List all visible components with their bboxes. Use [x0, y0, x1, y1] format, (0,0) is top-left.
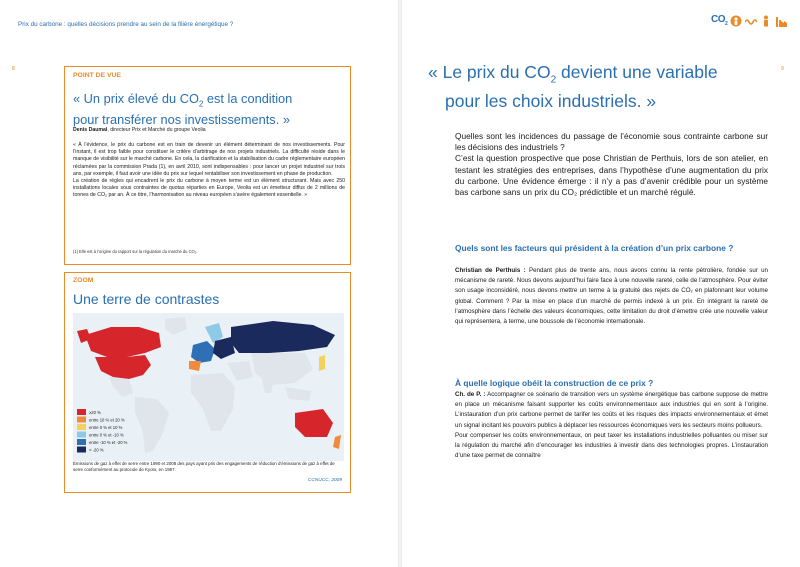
- legend-label: entre 0 % et -10 %: [89, 432, 124, 438]
- zoom-title: Une terre de contrastes: [73, 291, 220, 307]
- globe-person-icon: [730, 15, 742, 27]
- zoom-label: ZOOM: [73, 277, 94, 284]
- intro-paragraph: C’est la question prospective que pose Christian de Perthuis, lors de son atelier, en testant les stratégies des entreprises, dans l’hypothèse d’une augmentation du prix du carbone. Une évidence émerge : il n’y a pas d’avenir crédible pour un système bas carbone sans un prix du CO₂ prédictible et un marché régulé.: [455, 153, 768, 198]
- author-name: Denis Daumal: [73, 127, 108, 133]
- header-logos: [711, 14, 787, 27]
- zoom-box: [64, 272, 351, 493]
- footnote: (1) Elle est à l’origine du rapport sur la régulation du marché du CO₂.: [73, 249, 198, 254]
- legend-label: entre 10 % et 20 %: [89, 417, 125, 423]
- legend-swatch: [77, 409, 86, 415]
- article-headline: « Le prix du $CO_2$ devient une variable pour les choix industriels. »: [428, 62, 718, 111]
- legend-label: < -20 %: [89, 447, 104, 453]
- answer-continuation: Pour compenser les coûts environnementaux, on peut taxer les installations industrielles polluantes ou miser sur la régulation du marché afin d’encourager les industries à investir dans des technologies propres. L’instauration d’une taxe permet de connaître: [455, 431, 768, 460]
- answer-paragraph: Christian de Perthuis : Pendant plus de trente ans, nous avons connu la rente pétrolière, fondée sur un mécanisme de rareté. Nous devons aujourd’hui faire face à une nouvelle rareté, celle de l’atmosphère. Pour éviter son usage inconsidéré, nous devons mettre un terme à la gratuité des rejets de CO₂ en plafonnant leur volume global. Comment ? Par la mise en place d’un marché de permis indexé à un prix. En intégrant la rareté de l’atmosphère dans l’échelle des valeurs économiques, cette limitation du droit d’émettre crée une nouvelle valeur qui représentera, à terme, une boussole de l’économie internationale.: [455, 267, 768, 326]
- wave-icon: [745, 15, 757, 27]
- speaker-name: Christian de Perthuis :: [455, 267, 526, 274]
- running-head: Prix du carbone : quelles décisions prendre au sein de la filière énergétique ?: [18, 21, 234, 28]
- point-de-vue-label: POINT DE VUE: [73, 72, 121, 79]
- map-caption: Émissions de gaz à effet de serre entre 1990 et 2008 des pays ayant pris des engagements de réduction d’émissions de gaz à effet de serre conformément au protocole de Kyoto, en 1997.: [73, 461, 335, 472]
- legend-label: entre -10 % et -20 %: [89, 440, 128, 445]
- author-line: [73, 127, 206, 133]
- person-icon: [760, 15, 772, 27]
- quote-text: [73, 142, 345, 200]
- factory-icon: [775, 15, 787, 27]
- co2-logo: $CO_2$: [711, 14, 728, 27]
- article-intro: [455, 131, 768, 198]
- page-number-left: 8: [12, 66, 15, 72]
- point-de-vue-box: [64, 66, 351, 265]
- world-emissions-map: [73, 313, 344, 461]
- question-heading: À quelle logique obéit la construction de ce prix ?: [455, 378, 654, 388]
- author-role: , directeur Prix et Marché du groupe Veolia: [107, 127, 206, 133]
- legend-swatch: [77, 447, 86, 453]
- quote-paragraph: La création de règles qui encadrent le prix du carbone à moyen terme est un élément structurant. Mais avec 250 installations locales sous contraintes de quotas réparties en Europe, Veolia est un émetteur diffus de 2 millions de tonnes de CO₂ par an. À ce titre, l’harmonisation au niveau européen s’avère également essentielle. »: [73, 178, 345, 199]
- map-region-japan: [319, 355, 325, 371]
- legend-swatch: [77, 417, 86, 423]
- map-credit: CCNUCC, 2009: [307, 478, 342, 483]
- legend-swatch: [77, 439, 86, 445]
- page-number-right: 9: [781, 66, 784, 72]
- legend-label: entre 0 % et 10 %: [89, 425, 123, 430]
- legend-label: ≥20 %: [89, 410, 101, 415]
- speaker-name: Ch. de P. :: [455, 391, 486, 398]
- point-de-vue-title: « Un prix élevé du $CO_2$ est la condition pour transférer nos investissements. »: [73, 91, 293, 127]
- answer-paragraph: Ch. de P. : Accompagner ce scénario de transition vers un système énergétique bas carbone suppose de mettre en place un mécanisme faisant supporter les coûts environnementaux aux industries qui en sont à l’origine. L’instauration d’un prix carbone permet de tarifer les coûts et les risques des impacts environnementaux et émet un signal incitant les pouvoirs publics à déplacer les ressources économiques vers les secteurs moins pollueurs. Pour compenser les coûts environnementaux, on peut taxer les installations industrielles polluantes ou miser sur la régulation du marché afin d’encourager les industries à investir dans des technologies propres. L’instauration d’une taxe permet de connaître: [455, 391, 768, 460]
- question-heading: Quels sont les facteurs qui président à la création d’un prix carbone ?: [455, 243, 734, 253]
- intro-paragraph: Quelles sont les incidences du passage de l’économie sous contrainte carbone sur les décisions des industriels ?: [455, 131, 768, 153]
- quote-paragraph: « À l’évidence, le prix du carbone est en train de devenir un élément déterminant de nos investissements. Pour l’instant, il est trop faible pour constituer le critère d’arbitrage de nos projets industriels. La difficulté réside dans le manque de visibilité sur le marché carbone. En cela, la clarification et la stabilisation du cadre réglementaire européen réclamées par la commission Prada (1), en avril 2010, sont indispensables : pour lancer un projet industriel sur trois ans, par exemple, il faut avoir une idée du prix sur lequel rentabiliser son investissement en phase de production.: [73, 142, 345, 177]
- page-gutter: [398, 0, 402, 567]
- legend-swatch: [77, 432, 86, 438]
- legend-swatch: [77, 424, 86, 430]
